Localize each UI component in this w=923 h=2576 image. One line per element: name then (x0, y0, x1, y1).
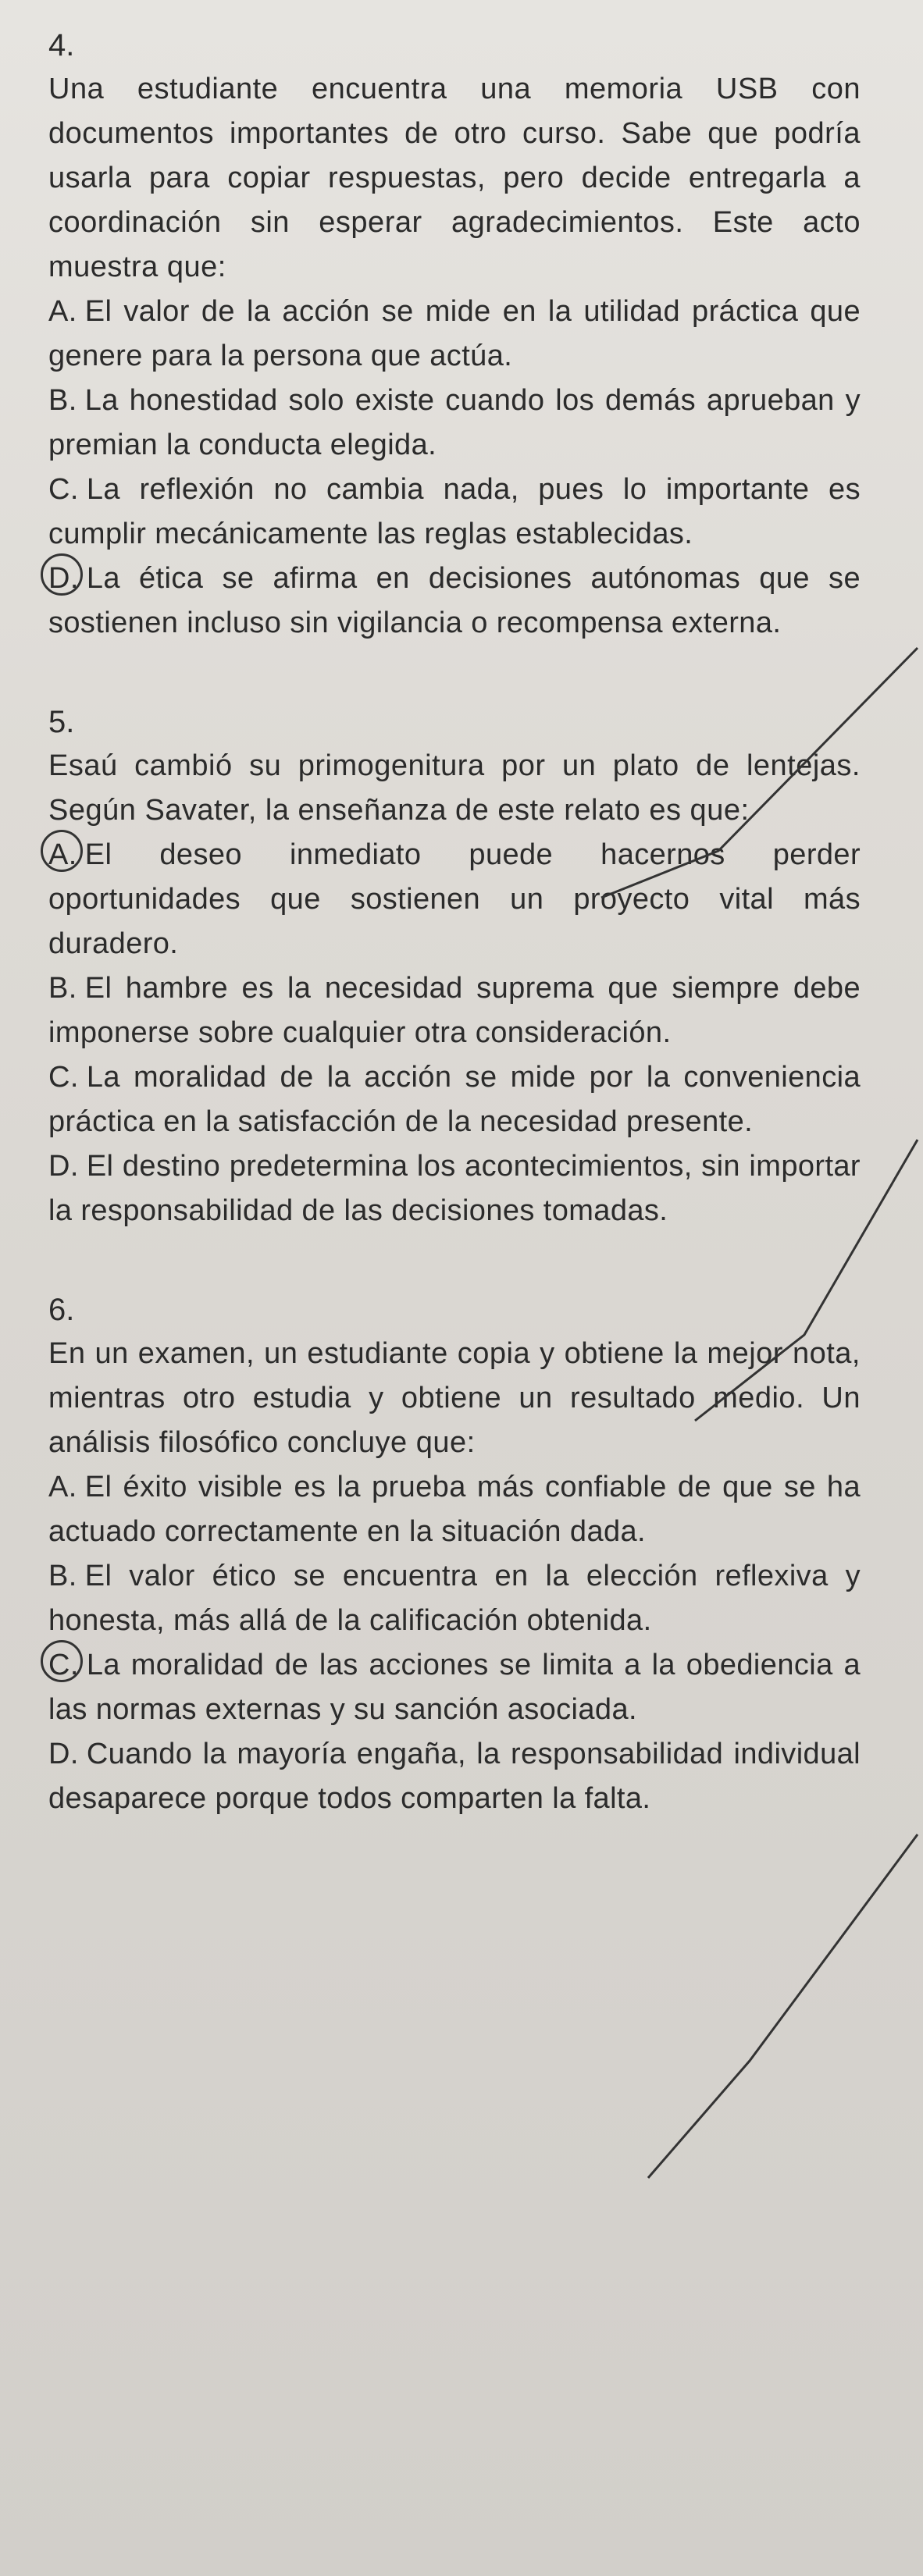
option-text: La ética se afirma en decisiones autónomas que se sostienen incluso sin vigilancia o recompensa externa. (48, 562, 861, 639)
option-d[interactable] (48, 1732, 861, 1821)
option-letter: A. (48, 1471, 77, 1503)
option-letter: D. (48, 1150, 79, 1183)
question-stem: Esaú cambió su primogenitura por un plato de lentejas. Según Savater, la enseñanza de este relato es que: (48, 749, 861, 827)
option-text: La moralidad de la acción se mide por la conveniencia práctica en la satisfacción de la necesidad presente. (48, 1061, 861, 1138)
question-6 (48, 1288, 861, 1821)
option-d[interactable] (48, 557, 861, 646)
exam-page (48, 16, 861, 1876)
option-text: El deseo inmediato puede hacernos perder oportunidades que sostienen un proyecto vital más duradero. (48, 838, 861, 960)
question-number: 4. (48, 28, 75, 62)
option-text: La moralidad de las acciones se limita a la obediencia a las normas externas y su sanción asociada. (48, 1649, 861, 1726)
option-text: El hambre es la necesidad suprema que siempre debe imponerse sobre cualquier otra consideración. (48, 972, 861, 1049)
option-text: El valor de la acción se mide en la utilidad práctica que genere para la persona que actúa. (48, 295, 861, 372)
option-b[interactable] (48, 1554, 861, 1643)
question-number: 5. (48, 705, 75, 739)
option-text: La reflexión no cambia nada, pues lo importante es cumplir mecánicamente las reglas establecidas. (48, 473, 861, 550)
option-letter: A. (48, 833, 77, 877)
option-a[interactable] (48, 290, 861, 379)
option-c[interactable] (48, 1055, 861, 1144)
option-text: El valor ético se encuentra en la elección reflexiva y honesta, más allá de la calificación obtenida. (48, 1560, 861, 1637)
option-text: El éxito visible es la prueba más confiable de que se ha actuado correctamente en la situación dada. (48, 1471, 861, 1548)
question-4 (48, 23, 861, 646)
question-stem: Una estudiante encuentra una memoria USB con documentos importantes de otro curso. Sabe que podría usarla para copiar respuestas, pero decide entregarla a coordinación sin esperar agradecimientos. Este acto muestra que: (48, 73, 861, 283)
option-c[interactable] (48, 468, 861, 557)
option-a[interactable] (48, 833, 861, 966)
option-d[interactable] (48, 1144, 861, 1233)
question-number: 6. (48, 1293, 75, 1327)
option-letter: D. (48, 1738, 79, 1770)
option-text: La honestidad solo existe cuando los demás aprueban y premian la conducta elegida. (48, 384, 861, 461)
option-b[interactable] (48, 379, 861, 468)
option-letter: D. (48, 557, 79, 601)
option-letter: C. (48, 473, 79, 506)
question-stem: En un examen, un estudiante copia y obtiene la mejor nota, mientras otro estudia y obtiene un resultado medio. Un análisis filosófico concluye que: (48, 1337, 861, 1459)
option-letter: C. (48, 1643, 79, 1688)
option-text: Cuando la mayoría engaña, la responsabilidad individual desaparece porque todos comparten la falta. (48, 1738, 861, 1815)
option-letter: C. (48, 1061, 79, 1094)
option-letter: B. (48, 972, 77, 1005)
option-letter: A. (48, 295, 77, 328)
question-5 (48, 700, 861, 1233)
option-text: El destino predetermina los acontecimientos, sin importar la responsabilidad de las decisiones tomadas. (48, 1150, 861, 1227)
option-a[interactable] (48, 1465, 861, 1554)
option-c[interactable] (48, 1643, 861, 1732)
option-b[interactable] (48, 966, 861, 1055)
pen-check-mark-q6 (640, 1827, 921, 2186)
option-letter: B. (48, 1560, 77, 1592)
option-letter: B. (48, 384, 77, 417)
